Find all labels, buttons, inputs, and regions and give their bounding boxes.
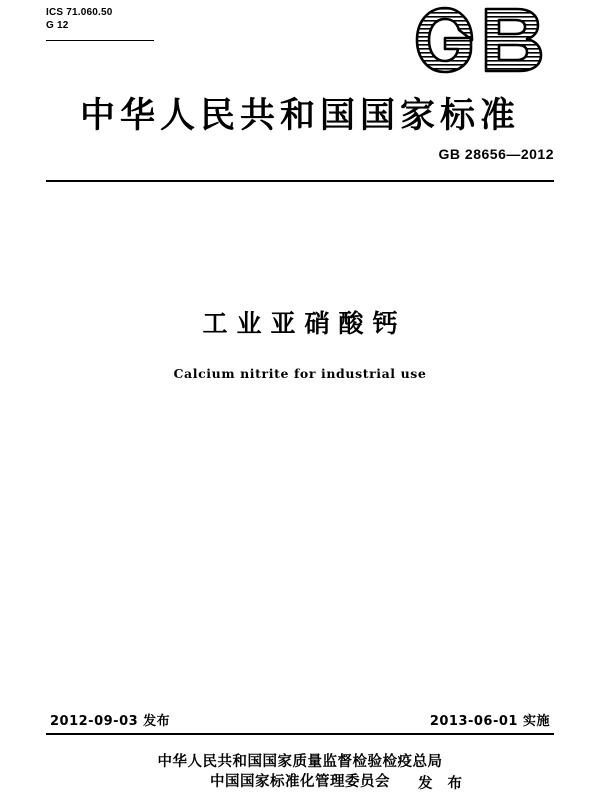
ics-number: ICS 71.060.50 [46,7,113,18]
issue-label: 发 布 [418,775,468,792]
document-title-chinese: 工业亚硝酸钙 [202,309,407,338]
issuer-line-1: 中华人民共和国国家质量监督检验检疫总局 [157,753,443,770]
header-divider [46,180,554,182]
standard-number: GB 28656—2012 [438,146,554,162]
issue-date: 2012-09-03 发布 [50,714,171,729]
footer-divider [46,733,554,735]
document-title-english: Calcium nitrite for industrial use [173,366,427,381]
effective-date: 2013-06-01 实施 [429,714,550,729]
issuer-line-2: 中国国家标准化管理委员会 [210,773,390,790]
ics-classification [46,6,156,32]
ccs-number: G 12 [46,20,69,31]
national-standard-title: 中华人民共和国国家标准 [79,95,520,136]
ics-underline [46,40,154,41]
issuing-authorities [0,752,600,792]
gb-logo-icon [414,4,564,76]
